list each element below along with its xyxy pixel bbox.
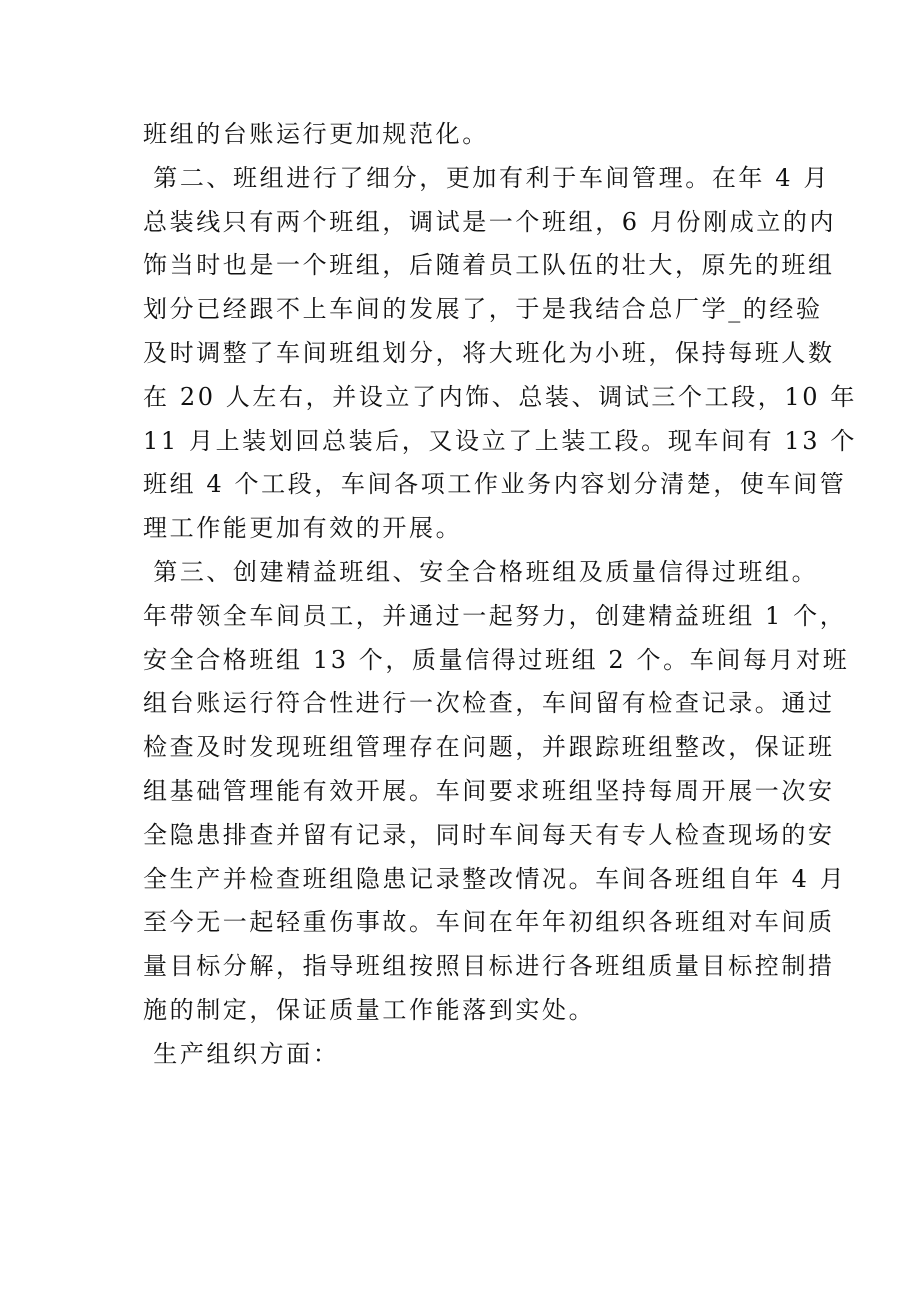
text-line: 年带领全车间员工，并通过一起努力，创建精益班组 1 个， (143, 601, 847, 630)
text-line: 在 20 人左右，并设立了内饰、总装、调试三个工段，10 年 (143, 382, 857, 411)
text-line: 11 月上装划回总装后，又设立了上装工段。现车间有 13 个 (143, 426, 857, 455)
text-line: 全生产并检查班组隐患记录整改情况。车间各班组自年 4 月 (143, 864, 847, 893)
text-line: 总装线只有两个班组，调试是一个班组，6 月份刚成立的内 (143, 207, 837, 236)
text-line: 检查及时发现班组管理存在问题，并跟踪班组整改，保证班 (143, 733, 835, 762)
text-line: 班组 4 个工段，车间各项工作业务内容划分清楚，使车间管 (143, 470, 847, 499)
text-line: 第三、创建精益班组、安全合格班组及质量信得过班组。 (143, 557, 819, 586)
text-line: 施的制定，保证质量工作能落到实处。 (143, 995, 596, 1024)
text-line: 组基础管理能有效开展。车间要求班组坚持每周开展一次安 (143, 776, 835, 805)
text-line: 生产组织方面： (143, 1039, 340, 1068)
text-line: 至今无一起轻重伤事故。车间在年年初组织各班组对车间质 (143, 908, 835, 937)
text-line: 量目标分解，指导班组按照目标进行各班组质量目标控制措 (143, 952, 835, 981)
document-body (143, 113, 857, 1077)
text-line: 饰当时也是一个班组，后随着员工队伍的壮大，原先的班组 (143, 251, 835, 280)
text-line: 安全合格班组 13 个，质量信得过班组 2 个。车间每月对班 (143, 645, 850, 674)
text-line: 理工作能更加有效的开展。 (143, 514, 463, 543)
text-line: 及时调整了车间班组划分，将大班化为小班，保持每班人数 (143, 338, 835, 367)
text-line: 组台账运行符合性进行一次检查，车间留有检查记录。通过 (143, 689, 835, 718)
text-line: 第二、班组进行了细分，更加有利于车间管理。在年 4 月 (143, 163, 830, 192)
text-line: 全隐患排查并留有记录，同时车间每天有专人检查现场的安 (143, 820, 835, 849)
text-line: 划分已经跟不上车间的发展了，于是我结合总厂学_的经验 (143, 295, 823, 324)
text-line: 班组的台账运行更加规范化。 (143, 120, 489, 148)
